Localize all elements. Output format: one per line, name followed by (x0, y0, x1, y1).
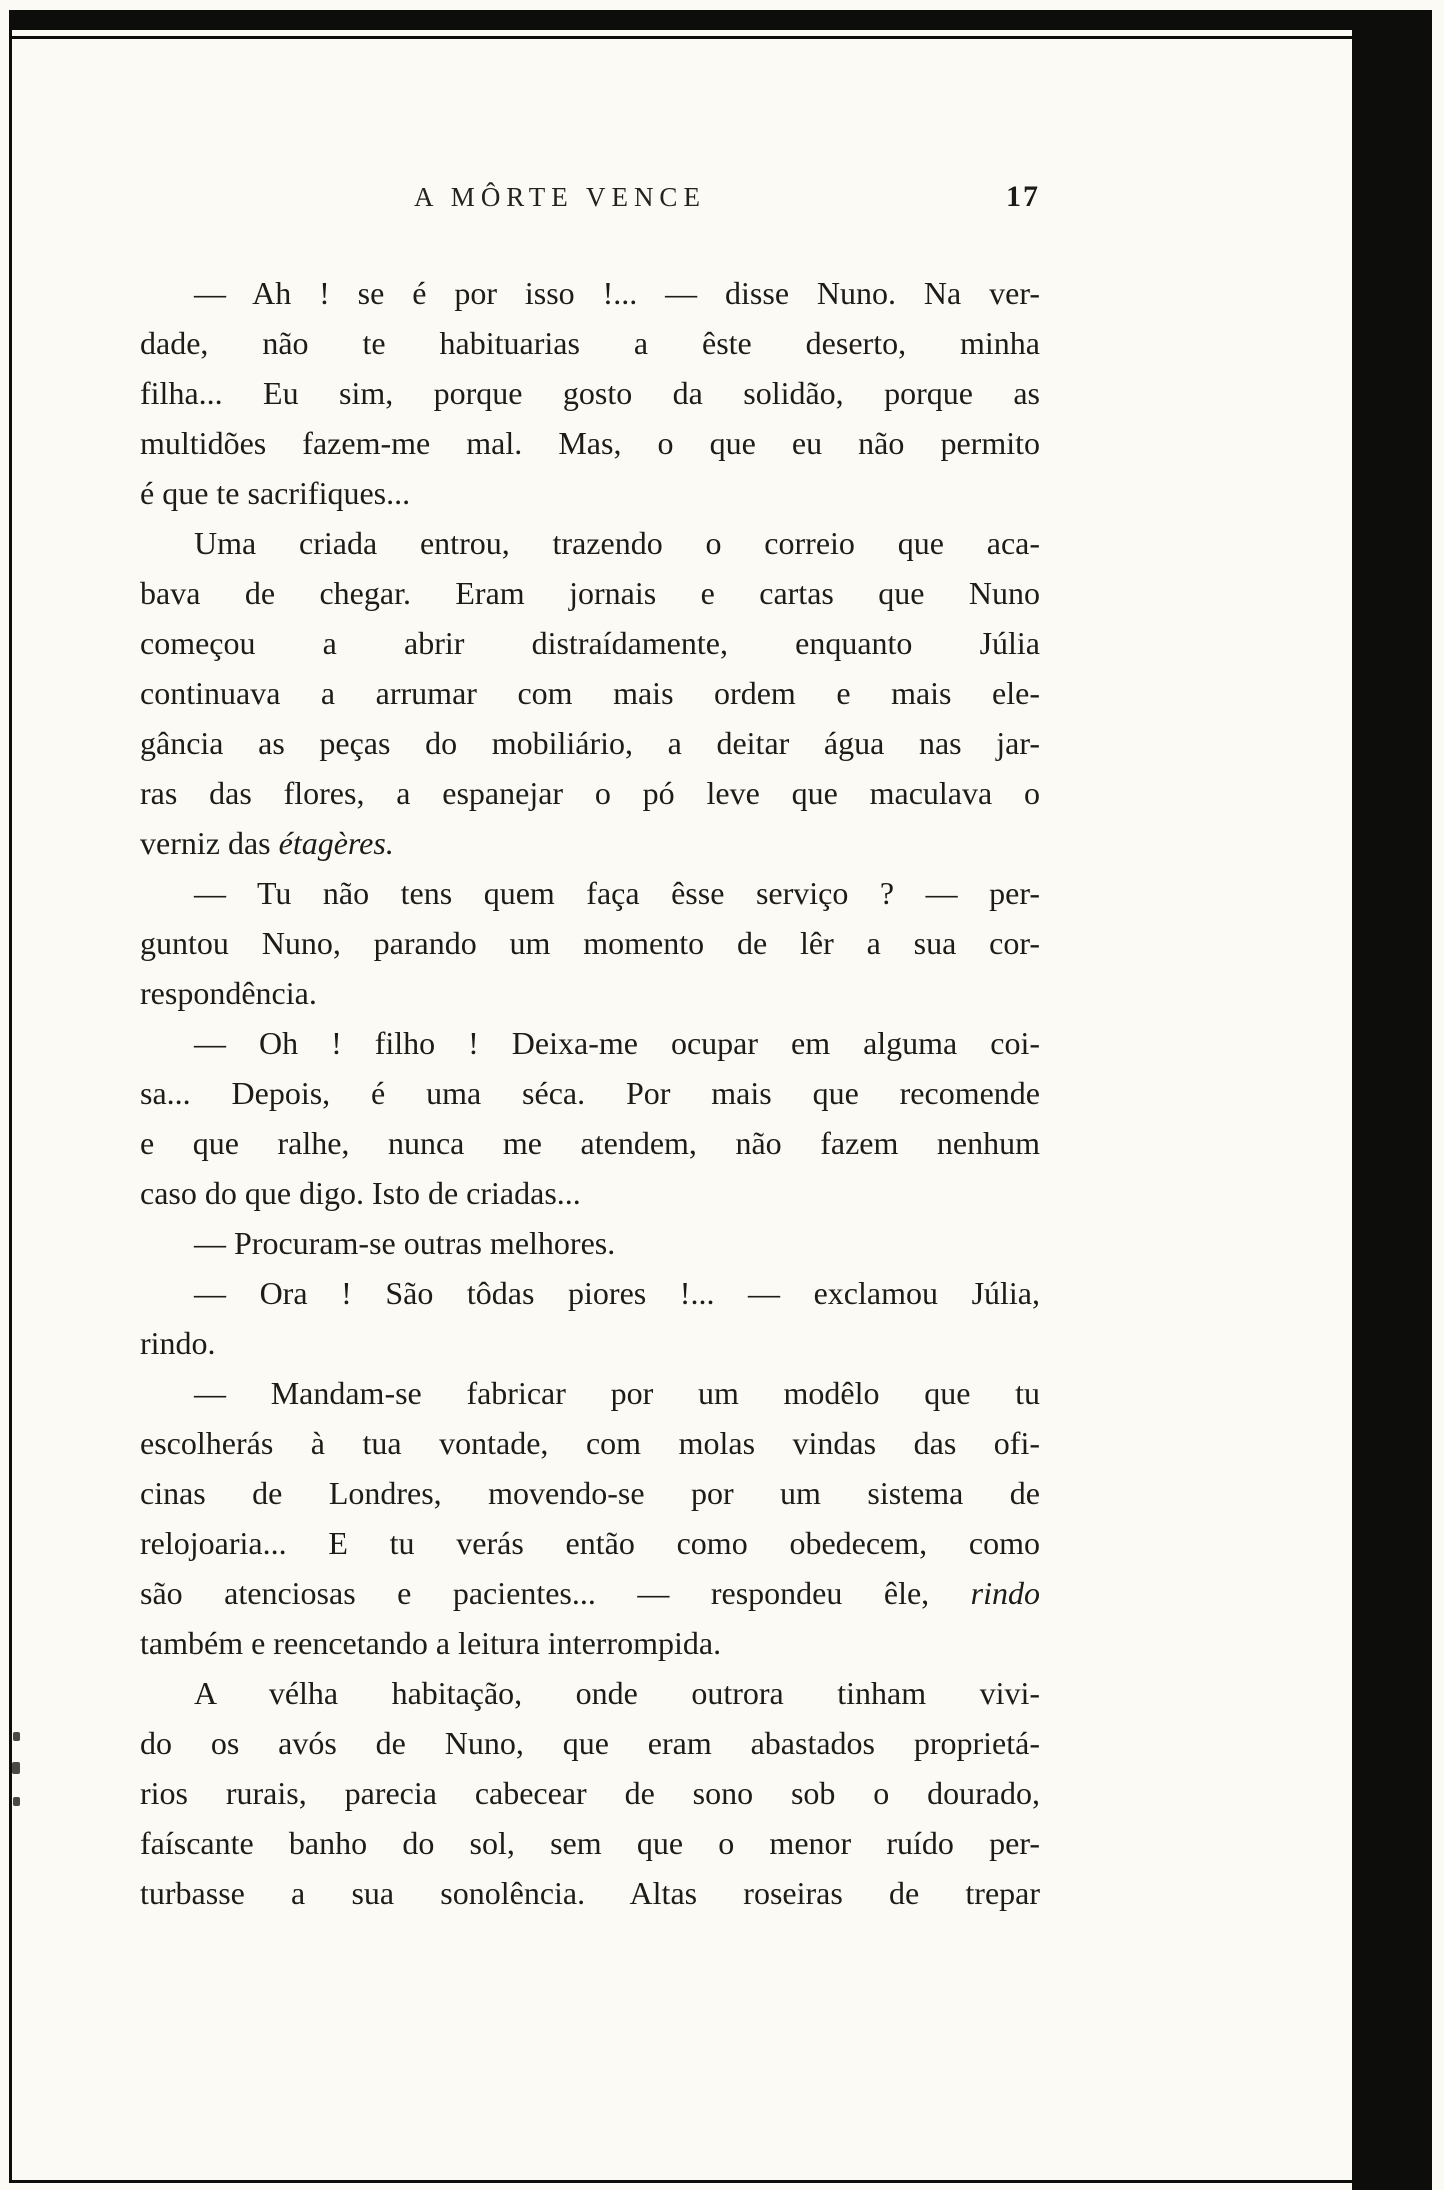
text-line (140, 1318, 1040, 1368)
paragraph (140, 1018, 1040, 1218)
text-line (140, 418, 1040, 468)
text-line (140, 1868, 1040, 1918)
text-run: gância as peças do mobiliário, a deitar água nas jar- (140, 725, 1040, 761)
scan-border-bottom (9, 2180, 1432, 2183)
text-line (140, 1468, 1040, 1518)
text-run: — Ora ! São tôdas piores !... — exclamou Júlia, (194, 1275, 1040, 1311)
text-line (140, 768, 1040, 818)
text-run: Uma criada entrou, trazendo o correio que aca- (194, 525, 1040, 561)
text-line (140, 1768, 1040, 1818)
text-run: sa... Depois, é uma séca. Por mais que recomende (140, 1075, 1040, 1111)
text-run: multidões fazem-me mal. Mas, o que eu não permito (140, 425, 1040, 461)
text-run: escolherás à tua vontade, com molas vindas das ofi- (140, 1425, 1040, 1461)
text-line (140, 268, 1040, 318)
paragraph (140, 1368, 1040, 1668)
text-run: é que te sacrifiques... (140, 475, 411, 511)
text-run: filha... Eu sim, porque gosto da solidão, porque as (140, 375, 1040, 411)
italic-text-run: étagères. (278, 825, 394, 861)
paragraph (140, 1268, 1040, 1368)
text-run: do os avós de Nuno, que eram abastados proprietá- (140, 1725, 1040, 1761)
text-line (140, 1268, 1040, 1318)
text-run: bava de chegar. Eram jornais e cartas que Nuno (140, 575, 1040, 611)
text-run: rindo. (140, 1325, 216, 1361)
paragraph (140, 1668, 1040, 1918)
body-text (140, 268, 1040, 1918)
text-run: — Mandam-se fabricar por um modêlo que tu (194, 1375, 1040, 1411)
text-line (140, 918, 1040, 968)
scan-artifact (13, 1732, 20, 1741)
page-header (140, 182, 1040, 226)
text-run: turbasse a sua sonolência. Altas roseiras de trepar (140, 1875, 1040, 1911)
text-line (140, 1118, 1040, 1168)
text-line (140, 868, 1040, 918)
text-run: guntou Nuno, parando um momento de lêr a sua cor- (140, 925, 1040, 961)
text-run: relojoaria... E tu verás então como obedecem, como (140, 1525, 1040, 1561)
text-run: e que ralhe, nunca me atendem, não fazem nenhum (140, 1125, 1040, 1161)
text-run: — Tu não tens quem faça êsse serviço ? — per- (194, 875, 1040, 911)
text-run: rios rurais, parecia cabecear de sono sob o dourado, (140, 1775, 1040, 1811)
scan-border-top (12, 10, 1432, 30)
text-run: — Procuram-se outras melhores. (194, 1225, 616, 1261)
text-run: faíscante banho do sol, sem que o menor ruído per- (140, 1825, 1040, 1861)
text-line (140, 818, 1040, 868)
text-run: continuava a arrumar com mais ordem e mais ele- (140, 675, 1040, 711)
scan-border-top-rule (12, 36, 1432, 39)
text-line (140, 618, 1040, 668)
text-line (140, 1818, 1040, 1868)
text-run: começou a abrir distraídamente, enquanto Júlia (140, 625, 1040, 661)
text-line (140, 1418, 1040, 1468)
text-line (140, 1668, 1040, 1718)
text-line (140, 518, 1040, 568)
text-line (140, 1068, 1040, 1118)
running-title: A MÔRTE VENCE (414, 182, 706, 212)
paragraph (140, 518, 1040, 868)
text-run: dade, não te habituarias a êste deserto, minha (140, 325, 1040, 361)
text-run: verniz das (140, 825, 279, 861)
scan-artifact (13, 1797, 20, 1806)
page-number: 17 (1006, 180, 1040, 213)
text-line (140, 968, 1040, 1018)
text-line (140, 1218, 1040, 1268)
paragraph (140, 1218, 1040, 1268)
paragraph (140, 868, 1040, 1018)
text-run: caso do que digo. Isto de criadas... (140, 1175, 581, 1211)
text-run: A vélha habitação, onde outrora tinham vivi- (194, 1675, 1040, 1711)
text-run: — Ah ! se é por isso !... — disse Nuno. Na ver- (194, 275, 1040, 311)
paragraph (140, 268, 1040, 518)
text-line (140, 368, 1040, 418)
text-line (140, 1568, 1040, 1618)
text-run: — Oh ! filho ! Deixa-me ocupar em alguma coi- (194, 1025, 1040, 1061)
scan-gutter-band (1352, 10, 1432, 2190)
text-line (140, 1168, 1040, 1218)
text-run: cinas de Londres, movendo-se por um sistema de (140, 1475, 1040, 1511)
text-line (140, 568, 1040, 618)
text-line (140, 1018, 1040, 1068)
text-run: também e reencetando a leitura interrompida. (140, 1625, 722, 1661)
italic-text-run: rindo (970, 1575, 1040, 1611)
text-line (140, 668, 1040, 718)
scan-border-left (9, 10, 12, 2182)
text-run: respondência. (140, 975, 317, 1011)
text-run: são atenciosas e pacientes... — respondeu êle, (140, 1575, 971, 1611)
text-line (140, 318, 1040, 368)
text-line (140, 468, 1040, 518)
text-line (140, 1518, 1040, 1568)
text-line (140, 1618, 1040, 1668)
scan-artifact (12, 1762, 20, 1774)
text-run: ras das flores, a espanejar o pó leve que maculava o (140, 775, 1040, 811)
text-line (140, 718, 1040, 768)
text-line (140, 1368, 1040, 1418)
text-line (140, 1718, 1040, 1768)
